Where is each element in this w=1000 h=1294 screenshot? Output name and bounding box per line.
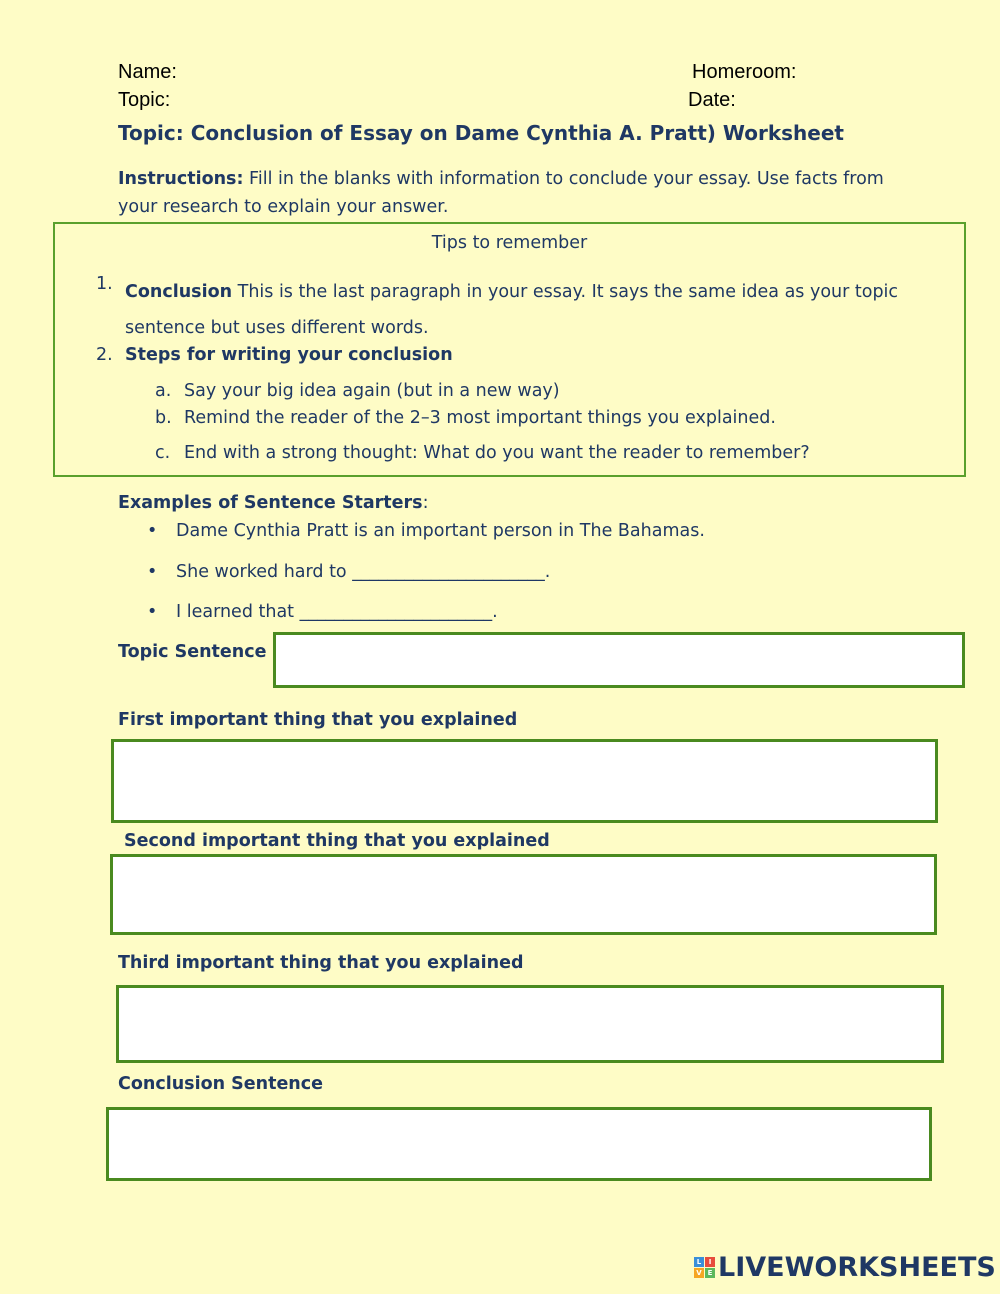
- tip-1: [125, 274, 945, 346]
- third-thing-input[interactable]: [116, 985, 944, 1063]
- topic-sentence-input[interactable]: [273, 632, 965, 688]
- logo-e-icon: E: [705, 1268, 715, 1278]
- logo-text: LIVEWORKSHEETS: [718, 1252, 996, 1283]
- date-label: Date:: [688, 89, 736, 111]
- examples-heading: [118, 493, 428, 513]
- first-thing-input[interactable]: [111, 739, 938, 823]
- tip-1-number: 1.: [96, 274, 113, 294]
- tip-2-bold: Steps for writing your conclusion: [125, 345, 453, 365]
- conclusion-sentence-input[interactable]: [106, 1107, 932, 1181]
- homeroom-label: Homeroom:: [692, 61, 797, 83]
- third-thing-label: Third important thing that you explained: [118, 953, 524, 973]
- bullet-icon: •: [147, 602, 158, 622]
- example-item-2: She worked hard to ______________________.: [176, 562, 551, 582]
- tip-1-line1: This is the last paragraph in your essay. It says the same idea as your topic: [232, 282, 899, 302]
- tip-2b-letter: b.: [155, 408, 172, 428]
- bullet-icon: •: [147, 521, 158, 541]
- example-item-1: Dame Cynthia Pratt is an important person in The Bahamas.: [176, 521, 705, 541]
- bullet-icon: •: [147, 562, 158, 582]
- second-thing-input[interactable]: [110, 854, 937, 935]
- tips-heading: Tips to remember: [431, 233, 588, 253]
- logo-l-icon: L: [694, 1257, 704, 1267]
- tip-1-bold: Conclusion: [125, 282, 233, 302]
- logo-grid-icon: [694, 1257, 715, 1278]
- liveworksheets-logo: [694, 1252, 996, 1283]
- tip-2a-letter: a.: [155, 381, 172, 401]
- topic-sentence-label: Topic Sentence: [118, 642, 267, 662]
- example-item-3: I learned that ______________________.: [176, 602, 498, 622]
- tip-2-number: 2.: [96, 345, 113, 365]
- page-title: Topic: Conclusion of Essay on Dame Cynthia A. Pratt) Worksheet: [118, 121, 844, 145]
- conclusion-sentence-label: Conclusion Sentence: [118, 1074, 324, 1094]
- logo-i-icon: I: [705, 1257, 715, 1267]
- tip-2a-text: Say your big idea again (but in a new way): [184, 381, 560, 401]
- examples-heading-colon: :: [422, 493, 429, 513]
- name-label: Name:: [118, 61, 177, 83]
- examples-heading-label: Examples of Sentence Starters: [118, 493, 423, 513]
- tip-2c-text: End with a strong thought: What do you want the reader to remember?: [184, 443, 810, 463]
- tip-2b-text: Remind the reader of the 2–3 most important things you explained.: [184, 408, 776, 428]
- topic-label: Topic:: [118, 89, 171, 111]
- tip-1-line2: sentence but uses different words.: [125, 318, 429, 338]
- instructions-line1: Fill in the blanks with information to conclude your essay. Use facts from: [243, 169, 884, 189]
- first-thing-label: First important thing that you explained: [118, 710, 518, 730]
- tip-2c-letter: c.: [155, 443, 171, 463]
- instructions-label: Instructions:: [118, 169, 244, 189]
- instructions-line2: your research to explain your answer.: [118, 197, 449, 217]
- logo-v-icon: V: [694, 1268, 704, 1278]
- instructions: [118, 165, 918, 221]
- second-thing-label: Second important thing that you explained: [124, 831, 550, 851]
